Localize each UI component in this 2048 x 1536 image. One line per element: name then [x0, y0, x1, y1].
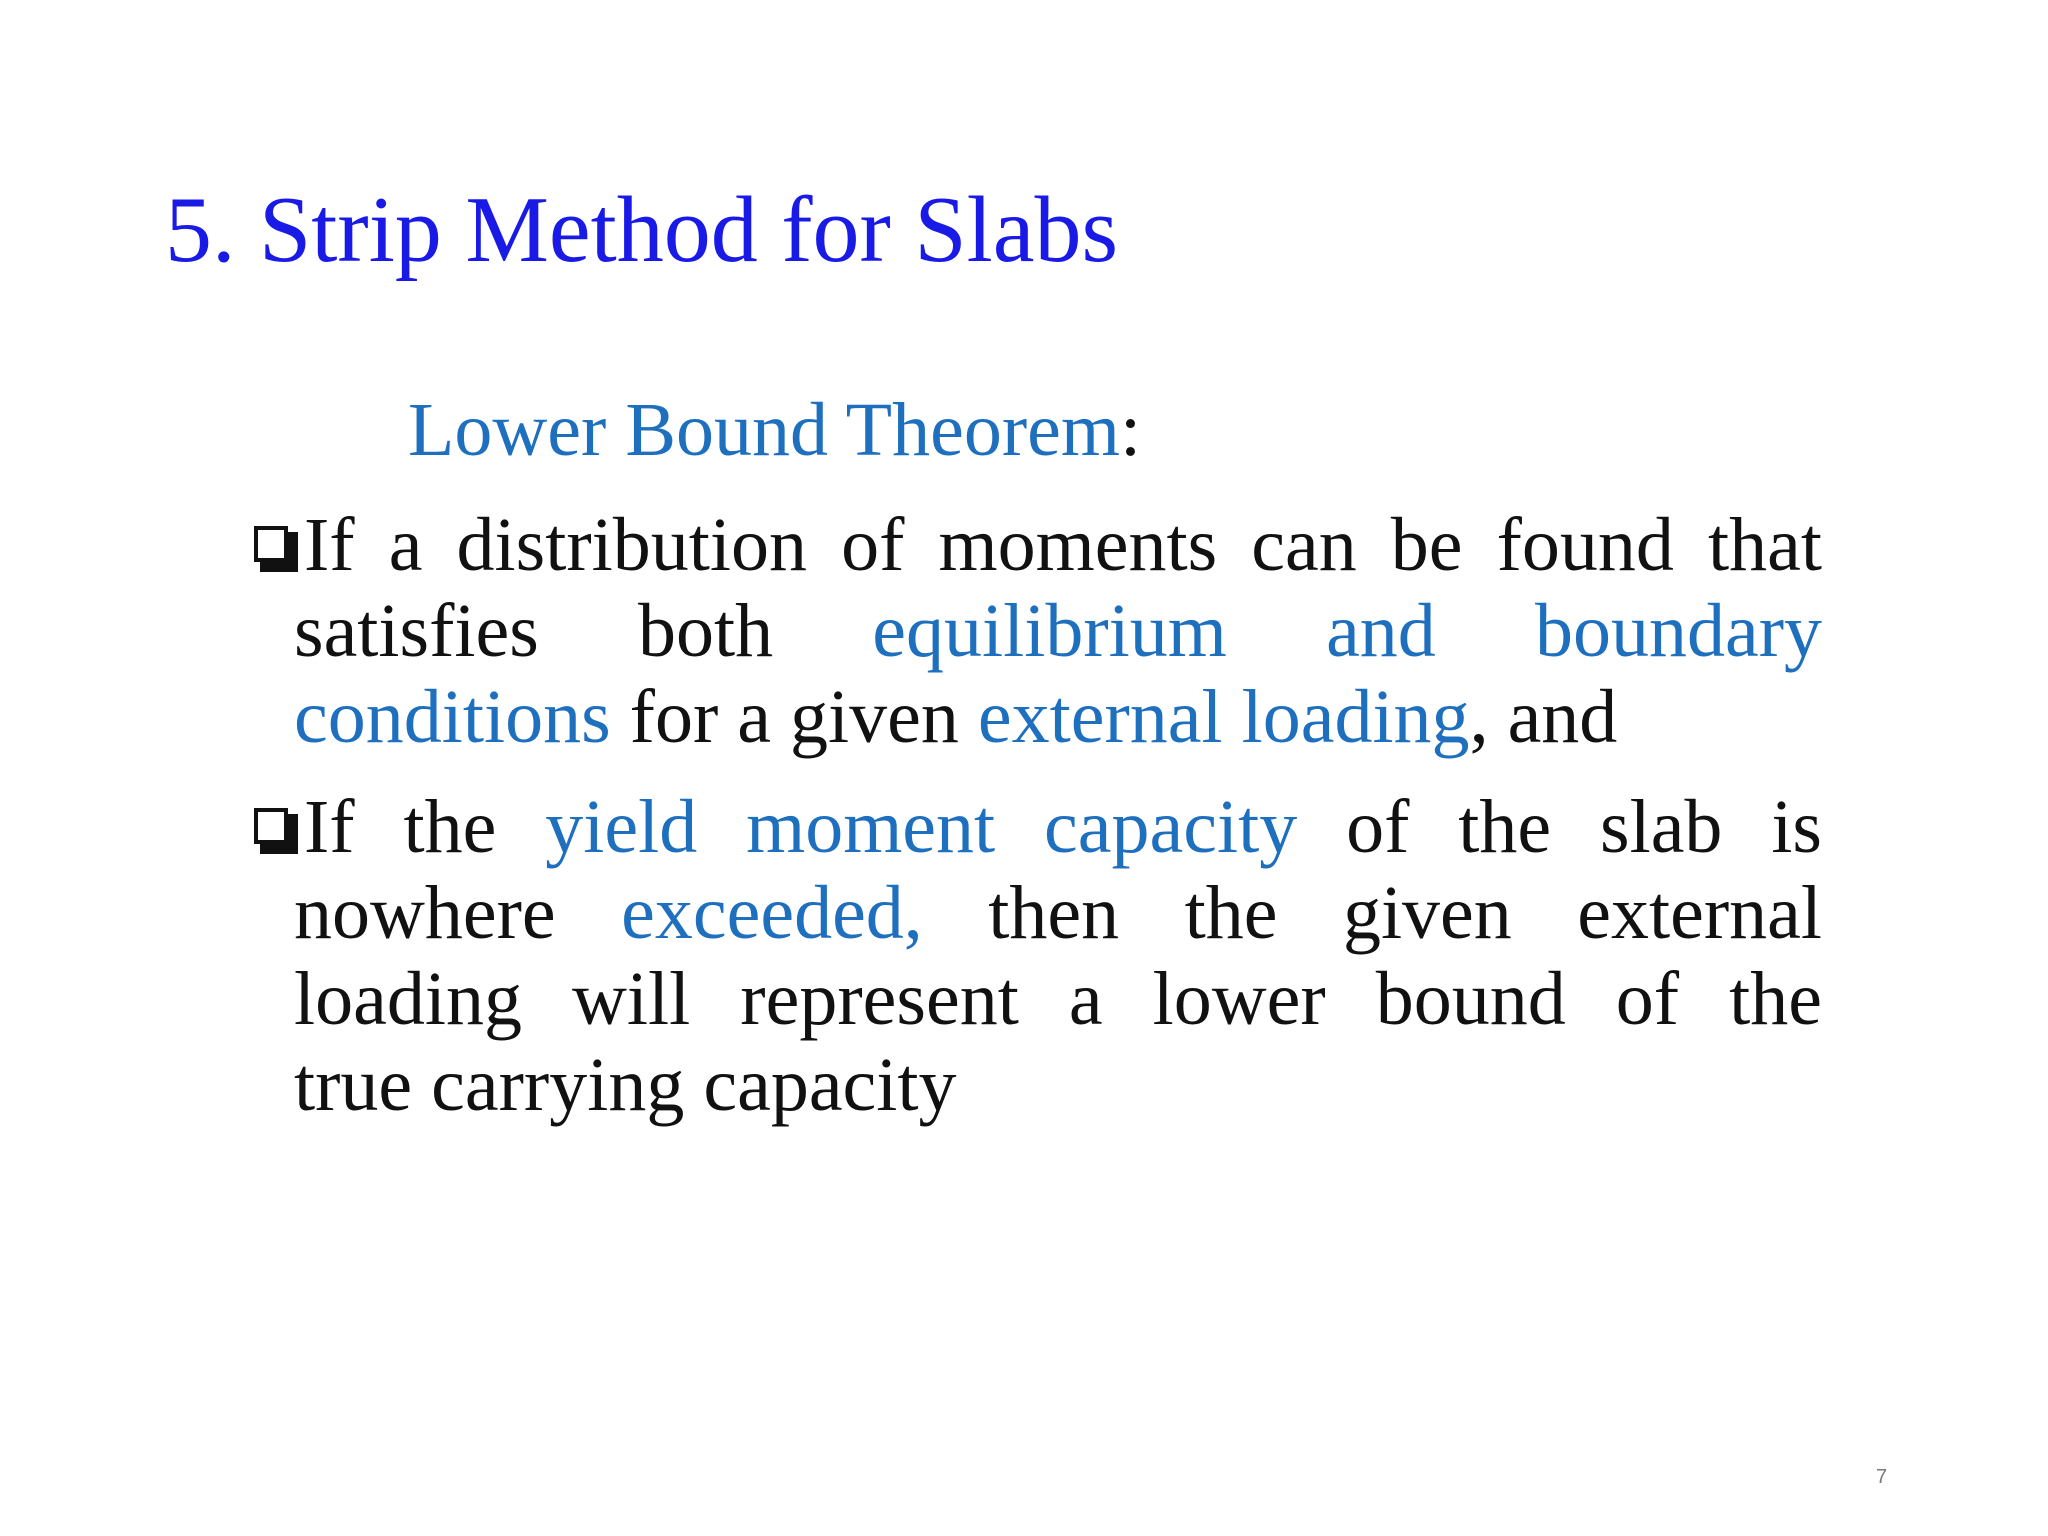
bullet-2-line-4 [254, 1042, 1822, 1128]
checkbox-bullet-icon-box [254, 526, 288, 562]
highlighted-term: moment [746, 785, 996, 869]
body-text: true carrying capacity [294, 1043, 957, 1127]
body-text: given [1342, 871, 1512, 955]
body-text: the [1458, 785, 1552, 869]
body-text: a [1068, 957, 1103, 1041]
body-text: of [1615, 957, 1680, 1041]
body-text: will [572, 957, 691, 1041]
highlighted-term: capacity [1044, 785, 1298, 869]
bullet-2-line-2 [254, 870, 1822, 956]
bullet-1-line-2 [254, 588, 1822, 674]
body-text: the [1729, 957, 1822, 1041]
subtitle-text: Lower Bound Theorem [408, 388, 1120, 472]
body-text: of [1346, 785, 1410, 869]
highlighted-term: conditions [294, 675, 611, 759]
bullet-item-2 [254, 784, 1822, 1128]
checkbox-bullet-icon [254, 526, 298, 572]
body-text: slab [1600, 785, 1723, 869]
body-text: nowhere [294, 871, 556, 955]
body-text: lower [1152, 957, 1326, 1041]
checkbox-bullet-icon-box [254, 808, 288, 844]
body-text: , and [1469, 675, 1618, 759]
body-text: then [988, 871, 1120, 955]
bullet-1-line-3 [254, 674, 1822, 760]
body-text: If [304, 785, 355, 869]
body-text: represent [740, 957, 1019, 1041]
highlighted-term: external loading [977, 675, 1470, 759]
body-text: is [1771, 785, 1823, 869]
highlighted-term: equilibrium [872, 589, 1227, 673]
bullet-2-line-3 [254, 956, 1822, 1042]
body-text: for a given [610, 675, 978, 759]
body-text: both [638, 589, 774, 673]
highlighted-term: exceeded, [621, 871, 923, 955]
highlighted-term: yield [545, 785, 698, 869]
subtitle-colon: : [1119, 388, 1142, 472]
body-text: the [403, 785, 497, 869]
body-text: loading [294, 957, 522, 1041]
bullet-item-1 [254, 502, 1822, 760]
body-text: external [1577, 871, 1823, 955]
body-text: If a distribution of moments can be found that [304, 503, 1822, 587]
checkbox-bullet-icon [254, 808, 298, 854]
highlighted-term: and [1326, 589, 1436, 673]
slide-title: 5. Strip Method for Slabs [165, 178, 1119, 282]
body-text: the [1184, 871, 1278, 955]
subtitle [408, 385, 1141, 475]
page-number: 7 [1876, 1466, 1888, 1488]
bullet-2-line-1 [254, 784, 1822, 870]
body-text: satisfies [294, 589, 539, 673]
body-text: bound [1375, 957, 1566, 1041]
highlighted-term: boundary [1534, 589, 1823, 673]
bullet-1-line-1 [254, 502, 1822, 588]
